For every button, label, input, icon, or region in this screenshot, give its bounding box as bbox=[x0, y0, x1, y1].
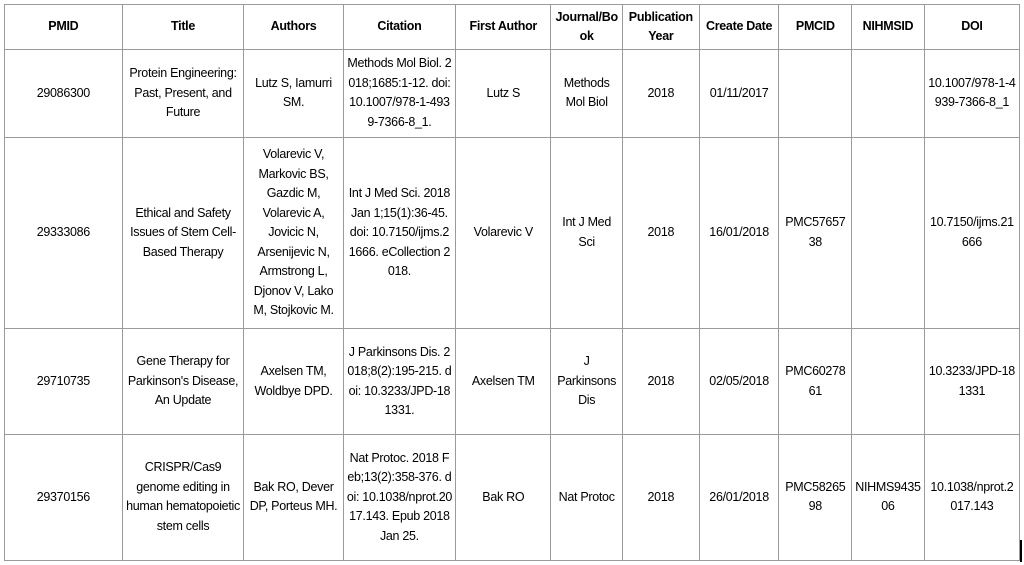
cell-doi: 10.3233/JPD-181331 bbox=[924, 329, 1019, 435]
cell-journal: Int J Med Sci bbox=[551, 137, 623, 328]
cell-pmcid: PMC5826598 bbox=[779, 434, 852, 560]
cell-authors: Volarevic V, Markovic BS, Gazdic M, Volarevic A, Jovicic N, Arsenijevic N, Armstrong L, Djonov V, Lako M, Stojkovic M. bbox=[244, 137, 343, 328]
cell-create-date: 26/01/2018 bbox=[699, 434, 779, 560]
cell-nihmsid bbox=[852, 50, 925, 138]
cell-doi: 10.1038/nprot.2017.143 bbox=[924, 434, 1019, 560]
cell-pmid: 29333086 bbox=[5, 137, 123, 328]
cell-first-author: Axelsen TM bbox=[456, 329, 551, 435]
cell-create-date: 01/11/2017 bbox=[699, 50, 779, 138]
header-doi: DOI bbox=[924, 5, 1019, 50]
cell-first-author: Volarevic V bbox=[456, 137, 551, 328]
table-row bbox=[5, 50, 1020, 138]
cell-pmid: 29370156 bbox=[5, 434, 123, 560]
cell-year: 2018 bbox=[622, 434, 699, 560]
cell-year: 2018 bbox=[622, 137, 699, 328]
header-citation: Citation bbox=[343, 5, 456, 50]
cell-journal: Nat Protoc bbox=[551, 434, 623, 560]
header-pmcid: PMCID bbox=[779, 5, 852, 50]
cell-year: 2018 bbox=[622, 50, 699, 138]
table-row bbox=[5, 137, 1020, 328]
cell-pmcid bbox=[779, 50, 852, 138]
cell-first-author: Lutz S bbox=[456, 50, 551, 138]
cell-title: Protein Engineering: Past, Present, and Future bbox=[122, 50, 244, 138]
cell-doi: 10.1007/978-1-4939-7366-8_1 bbox=[924, 50, 1019, 138]
cell-nihmsid: NIHMS943506 bbox=[852, 434, 925, 560]
table-row bbox=[5, 434, 1020, 560]
table-row bbox=[5, 329, 1020, 435]
cell-pmid: 29710735 bbox=[5, 329, 123, 435]
publications-table bbox=[4, 4, 1020, 561]
text-cursor bbox=[1020, 540, 1022, 562]
cell-nihmsid bbox=[852, 329, 925, 435]
cell-citation: Int J Med Sci. 2018 Jan 1;15(1):36-45. doi: 10.7150/ijms.21666. eCollection 2018. bbox=[343, 137, 456, 328]
cell-authors: Lutz S, Iamurri SM. bbox=[244, 50, 343, 138]
header-pmid: PMID bbox=[5, 5, 123, 50]
header-publication-year: Publication Year bbox=[622, 5, 699, 50]
cell-title: Gene Therapy for Parkinson's Disease, An Update bbox=[122, 329, 244, 435]
cell-citation: Nat Protoc. 2018 Feb;13(2):358-376. doi: 10.1038/nprot.2017.143. Epub 2018 Jan 25. bbox=[343, 434, 456, 560]
cell-first-author: Bak RO bbox=[456, 434, 551, 560]
cell-citation: Methods Mol Biol. 2018;1685:1-12. doi: 10.1007/978-1-4939-7366-8_1. bbox=[343, 50, 456, 138]
cell-title: CRISPR/Cas9 genome editing in human hematopoietic stem cells bbox=[122, 434, 244, 560]
header-first-author: First Author bbox=[456, 5, 551, 50]
header-create-date: Create Date bbox=[699, 5, 779, 50]
cell-journal: Methods Mol Biol bbox=[551, 50, 623, 138]
cell-create-date: 02/05/2018 bbox=[699, 329, 779, 435]
cell-create-date: 16/01/2018 bbox=[699, 137, 779, 328]
cell-authors: Bak RO, Dever DP, Porteus MH. bbox=[244, 434, 343, 560]
header-title: Title bbox=[122, 5, 244, 50]
cell-authors: Axelsen TM, Woldbye DPD. bbox=[244, 329, 343, 435]
cell-doi: 10.7150/ijms.21666 bbox=[924, 137, 1019, 328]
header-authors: Authors bbox=[244, 5, 343, 50]
cell-journal: J Parkinsons Dis bbox=[551, 329, 623, 435]
cell-title: Ethical and Safety Issues of Stem Cell-Based Therapy bbox=[122, 137, 244, 328]
header-nihmsid: NIHMSID bbox=[852, 5, 925, 50]
cell-pmid: 29086300 bbox=[5, 50, 123, 138]
cell-pmcid: PMC5765738 bbox=[779, 137, 852, 328]
header-journal-book: Journal/Book bbox=[551, 5, 623, 50]
cell-citation: J Parkinsons Dis. 2018;8(2):195-215. doi: 10.3233/JPD-181331. bbox=[343, 329, 456, 435]
cell-year: 2018 bbox=[622, 329, 699, 435]
cell-pmcid: PMC6027861 bbox=[779, 329, 852, 435]
header-row bbox=[5, 5, 1020, 50]
cell-nihmsid bbox=[852, 137, 925, 328]
